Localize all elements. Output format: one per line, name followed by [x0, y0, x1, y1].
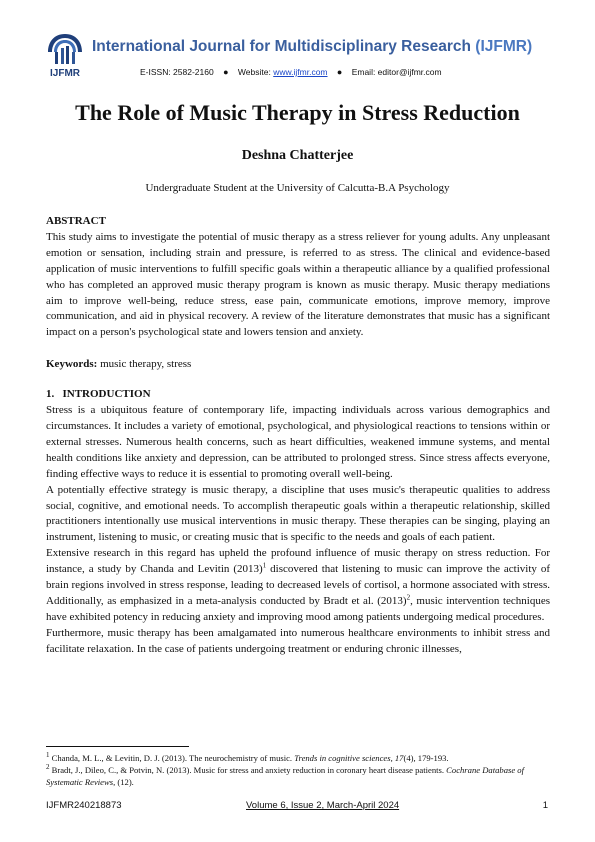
intro-paragraph-2: A potentially effective strategy is music therapy, a discipline that uses music's therapeutic qualities to address social, cognitive, and emotional needs. To accomplish therapeutic goals within a therapeutic relationship, skilled practitioners intentionally use musical interventions in music therapy. These therapies can be singing, playing an instrument, listening to music, or creating music that is specific to the needs and goals of each patient. — [46, 483, 550, 544]
journal-logo-icon — [44, 30, 86, 78]
intro-p3-part-b: discovered that listening to music can improve the activity of brain regions involved in stress response, leading to decreased levels of cortisol, a hormone associated with stress. Additionally, as emphasized in a meta-analysis conducted by Bradt et al. (2013) — [46, 563, 551, 607]
footnote-divider — [46, 746, 189, 747]
keywords-text: music therapy, stress — [97, 358, 192, 371]
bullet-icon: ● — [336, 67, 343, 77]
intro-p3-part-c: , music intervention techniques have exhibited potency in reducing anxiety and improving mood among patients undergoing medical procedures. — [46, 594, 551, 623]
footnote-ref-2[interactable]: 2 — [406, 593, 411, 602]
intro-paragraph-1: Stress is a ubiquitous feature of contemporary life, impacting individuals across various demographics and circumstances. It includes a variety of emotional, psychological, and physiological reactions to tensions within or external stresses. Numerous health concerns, such as heart difficulties, weakened immune systems, and mental health conditions like anxiety and depression, can be attributed to prolonged stress. Since stress affects everyone, finding effective ways to reduce it is essential to promoting overall well-being. — [46, 404, 550, 480]
footnote-2-mark: 2 — [46, 763, 50, 772]
issue-info: Volume 6, Issue 2, March-April 2024 — [246, 800, 400, 811]
footnote-1-sep: , — [390, 753, 395, 763]
footnote-2-journal: Cochrane Database of Systematic Reviews — [46, 765, 524, 787]
footnote-1-volume: 17 — [394, 753, 404, 763]
email: Email: editor@ijfmr.com — [351, 67, 442, 77]
keywords — [46, 357, 550, 373]
paper-title: The Role of Music Therapy in Stress Reduction — [75, 100, 520, 125]
intro-p3-part-a: Extensive research in this regard has upheld the profound influence of music therapy on stress reduction. For instance, a study by Chanda and Levitin (2013) — [46, 547, 550, 576]
journal-abbr: (IJFMR) — [475, 38, 533, 55]
keywords-label: Keywords: — [46, 358, 98, 371]
journal-name: International Journal for Multidisciplinary Research — [92, 38, 471, 55]
website-link[interactable]: www.ijfmr.com — [273, 67, 328, 77]
footnote-1-mark: 1 — [46, 751, 50, 760]
page-number: 1 — [542, 800, 548, 811]
footnote-2 — [46, 764, 550, 788]
footnote-2-text: Bradt, J., Dileo, C., & Potvin, N. (2013). Music for stress and anxiety reduction in coronary heart disease patients. — [49, 765, 447, 775]
journal-logo — [44, 30, 86, 78]
journal-title — [92, 38, 532, 56]
logo-text: IJFMR — [50, 68, 80, 78]
abstract-heading: ABSTRACT — [46, 215, 106, 227]
footnote-2-tail: , (12). — [113, 777, 134, 787]
author-name: Deshna Chatterjee — [241, 148, 354, 163]
footnote-ref-1[interactable]: 1 — [262, 561, 267, 570]
intro-heading: 1. INTRODUCTION — [46, 388, 151, 401]
footnote-1 — [46, 752, 550, 764]
body-text — [46, 214, 550, 658]
footnotes — [46, 752, 550, 788]
abstract-text: This study aims to investigate the potential of music therapy as a stress reliever for young adults. Any unpleasant emotion or sensation, including strain and pressure, is referred to as stress. The clinical and evidence-based application of music interventions to fulfill specific goals within a therapeutic alliance by a qualified professional who has completed an approved music therapy program is known as music therapy. Music therapy mediations aim to improve well-being, reduce stress, ease pain, communicate emotions, improve memory, improve communication, and aid in physical recovery. A review of the literature demonstrates that music has a significant impact on a person's psychological state and lowers tension and anxiety. — [46, 230, 550, 339]
journal-meta-line — [140, 67, 442, 77]
bullet-icon: ● — [223, 67, 229, 77]
paper-id: IJFMR240218873 — [46, 800, 122, 811]
author-affiliation: Undergraduate Student at the University of Calcutta-B.A Psychology — [145, 182, 450, 194]
page-footer — [46, 800, 550, 812]
footnote-1-journal: Trends in cognitive sciences — [294, 753, 391, 763]
website-label: Website: — [237, 67, 271, 77]
intro-paragraph-4: Furthermore, music therapy has been amalgamated into numerous healthcare environments to inhibit stress and facilitate relaxation. In the case of patients undergoing treatment or enduring chronic illnesses, — [46, 626, 550, 655]
intro-paragraph-3 — [46, 546, 550, 626]
footnote-1-text: Chanda, M. L., & Levitin, D. J. (2013). The neurochemistry of music. — [49, 753, 295, 763]
footnote-1-tail: (4), 179-193. — [403, 753, 449, 763]
eissn: E-ISSN: 2582-2160 — [140, 67, 214, 77]
